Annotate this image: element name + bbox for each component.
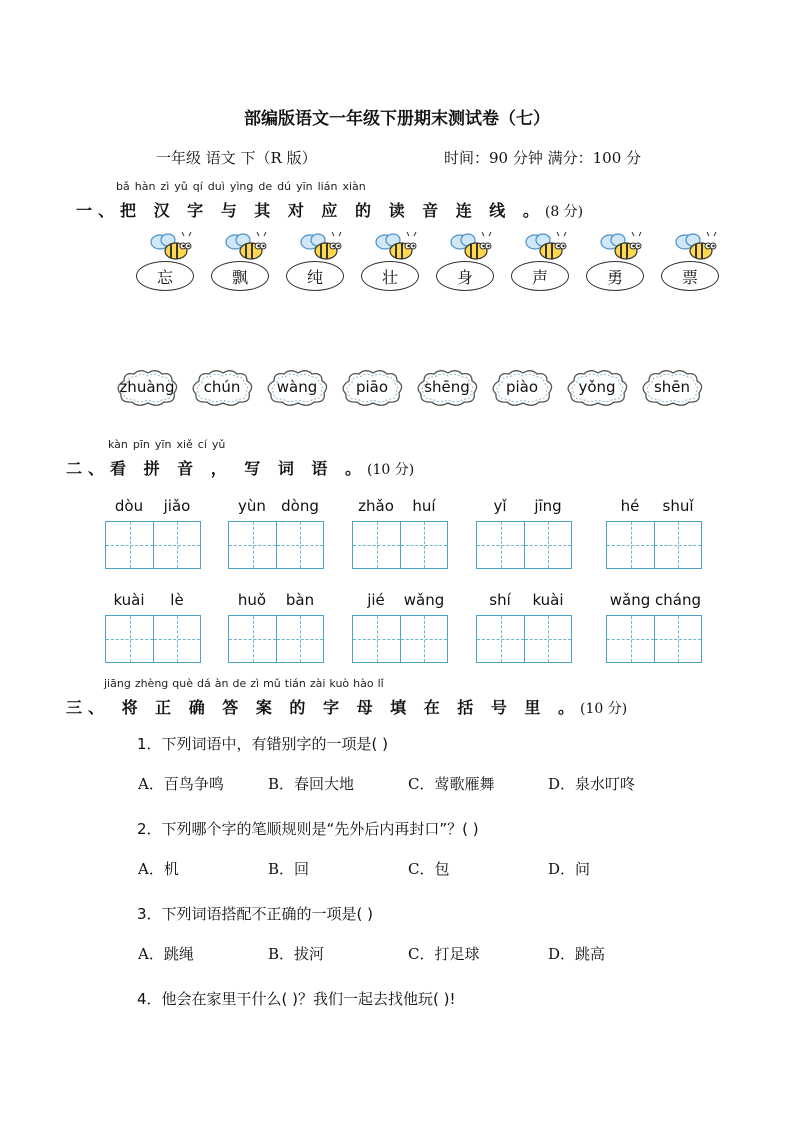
reading-text: zhuàng	[119, 378, 175, 396]
reading-text: chún	[203, 378, 241, 396]
section2-pinyin	[108, 438, 230, 451]
writing-grid	[352, 615, 448, 663]
answer-option: D．泉水叮咚	[548, 775, 636, 793]
character-oval	[511, 261, 569, 291]
pinyin-syllable: dú	[277, 180, 292, 193]
writing-grid	[476, 521, 572, 569]
writing-grid	[606, 521, 702, 569]
answer-option: A．跳绳	[138, 945, 194, 963]
character-oval	[436, 261, 494, 291]
bee-icon	[596, 232, 646, 260]
reading-cloud	[564, 369, 630, 405]
writing-cell	[276, 616, 323, 662]
pinyin-syllable: yǔ	[211, 438, 226, 451]
reading-cloud	[639, 369, 705, 405]
character-text: 票	[681, 267, 698, 287]
bee-icon	[521, 232, 571, 260]
pinyin-syllable: bǎ	[116, 180, 130, 193]
pinyin-label: jié	[367, 591, 385, 609]
writing-grid	[606, 615, 702, 663]
reading-cloud	[414, 369, 480, 405]
writing-cell	[524, 616, 571, 662]
writing-cell	[153, 522, 200, 568]
pinyin-syllable: lǐ	[377, 677, 384, 690]
pinyin-syllable: cí	[197, 438, 207, 451]
pinyin-syllable: xiě	[176, 438, 193, 451]
pinyin-syllable: hào	[353, 677, 374, 690]
pinyin-label: huí	[412, 497, 436, 515]
pinyin-label: huǒ	[237, 591, 267, 609]
pinyin-syllable: zài	[309, 677, 326, 690]
pinyin-syllable: dá	[197, 677, 211, 690]
bee-icon	[221, 232, 271, 260]
page-title: 部编版语文一年级下册期末测试卷（七）	[244, 109, 550, 129]
question-stem: 2．下列哪个字的笔顺规则是“先外后内再封口”？( )	[137, 820, 479, 838]
answer-option: B．拔河	[268, 945, 325, 963]
pinyin-syllable: kàn	[108, 438, 128, 451]
pinyin-label: jiǎo	[163, 497, 191, 515]
pinyin-syllable: tián	[284, 677, 306, 690]
character-text: 纯	[306, 267, 323, 287]
pinyin-label: cháng	[655, 591, 701, 609]
section1-heading: 一、把 汉 字 与 其 对 应 的 读 音 连 线 。(8 分)	[76, 201, 584, 220]
pinyin-syllable: yīn	[296, 180, 313, 193]
pinyin-syllable: jiāng	[104, 677, 131, 690]
pinyin-label: bàn	[285, 591, 315, 609]
pinyin-syllable: yǔ	[174, 180, 188, 193]
writing-cell	[607, 522, 654, 568]
answer-option: B．春回大地	[268, 775, 355, 793]
pinyin-label: wǎng	[403, 591, 445, 609]
pinyin-syllable: zì	[160, 180, 170, 193]
writing-grid	[105, 615, 201, 663]
pinyin-syllable: qí	[192, 180, 203, 193]
pinyin-label: jīng	[534, 497, 562, 515]
bee-icon	[146, 232, 196, 260]
pinyin-syllable: xiàn	[342, 180, 366, 193]
writing-cell	[524, 522, 571, 568]
pinyin-label: shuǐ	[662, 497, 694, 515]
bee-icon	[296, 232, 346, 260]
answer-option: C．莺歌雁舞	[408, 775, 495, 793]
reading-cloud	[339, 369, 405, 405]
grade-subject: 一年级 语文 下（R 版）	[156, 149, 317, 167]
writing-cell	[400, 616, 447, 662]
bee-icon	[671, 232, 721, 260]
writing-cell	[106, 616, 153, 662]
pinyin-syllable: què	[172, 677, 194, 690]
pinyin-label: yùn	[238, 497, 266, 515]
pinyin-syllable: mǔ	[263, 677, 281, 690]
pinyin-syllable: yìng	[229, 180, 254, 193]
reading-text: shēn	[653, 378, 691, 396]
writing-cell	[106, 522, 153, 568]
character-text: 勇	[606, 267, 623, 287]
character-oval	[211, 261, 269, 291]
time-score: 时间：90 分钟 满分：100 分	[444, 149, 642, 167]
writing-cell	[353, 522, 400, 568]
character-text: 飘	[231, 267, 248, 287]
pinyin-syllable: kuò	[329, 677, 350, 690]
section1-pinyin	[116, 180, 371, 193]
answer-option: D．问	[548, 860, 591, 878]
question-stem: 3．下列词语搭配不正确的一项是( )	[137, 905, 374, 923]
section2-heading: 二、看 拼 音 ， 写 词 语 。(10 分)	[66, 459, 415, 478]
reading-text: piāo	[355, 378, 389, 396]
character-oval	[286, 261, 344, 291]
pinyin-syllable: duì	[207, 180, 225, 193]
pinyin-label: shí	[489, 591, 511, 609]
pinyin-label: wǎng	[609, 591, 651, 609]
writing-grid	[476, 615, 572, 663]
reading-cloud	[114, 369, 180, 405]
writing-cell	[229, 616, 276, 662]
answer-option: A．百鸟争鸣	[138, 775, 224, 793]
pinyin-label: lè	[170, 591, 184, 609]
pinyin-label: kuài	[532, 591, 564, 609]
writing-cell	[153, 616, 200, 662]
answer-option: B．回	[268, 860, 310, 878]
pinyin-syllable: zì	[250, 677, 260, 690]
reading-text: yǒng	[578, 378, 616, 396]
writing-cell	[400, 522, 447, 568]
section3-pinyin	[104, 677, 388, 690]
pinyin-label: kuài	[113, 591, 145, 609]
writing-cell	[353, 616, 400, 662]
writing-cell	[607, 616, 654, 662]
reading-cloud	[489, 369, 555, 405]
pinyin-syllable: àn	[214, 677, 229, 690]
pinyin-syllable: pīn	[132, 438, 150, 451]
pinyin-syllable: de	[258, 180, 273, 193]
pinyin-syllable: de	[232, 677, 247, 690]
character-oval	[661, 261, 719, 291]
section3-heading: 三、 将 正 确 答 案 的 字 母 填 在 括 号 里 。(10 分)	[66, 698, 628, 717]
pinyin-label: yǐ	[493, 497, 507, 515]
writing-cell	[229, 522, 276, 568]
question-stem: 1．下列词语中，有错别字的一项是( )	[137, 735, 389, 753]
writing-cell	[654, 522, 701, 568]
reading-cloud	[189, 369, 255, 405]
writing-cell	[477, 616, 524, 662]
pinyin-syllable: lián	[317, 180, 338, 193]
pinyin-syllable: yīn	[154, 438, 172, 451]
writing-grid	[228, 615, 324, 663]
writing-cell	[276, 522, 323, 568]
character-oval	[586, 261, 644, 291]
writing-grid	[105, 521, 201, 569]
writing-grid	[352, 521, 448, 569]
bee-icon	[371, 232, 421, 260]
pinyin-label: dòng	[281, 497, 319, 515]
pinyin-syllable: hàn	[134, 180, 156, 193]
answer-option: A．机	[138, 860, 179, 878]
character-oval	[136, 261, 194, 291]
writing-cell	[654, 616, 701, 662]
pinyin-label: dòu	[114, 497, 144, 515]
reading-text: piào	[505, 378, 539, 396]
character-text: 身	[456, 267, 473, 287]
character-text: 声	[531, 267, 548, 287]
question-stem: 4．他会在家里干什么( )？我们一起去找他玩( )!	[137, 990, 456, 1008]
pinyin-label: zhǎo	[358, 497, 394, 515]
bee-icon	[446, 232, 496, 260]
reading-text: wàng	[276, 378, 318, 396]
character-oval	[361, 261, 419, 291]
character-text: 忘	[156, 267, 173, 287]
writing-cell	[477, 522, 524, 568]
pinyin-label: hé	[620, 497, 640, 515]
character-text: 壮	[381, 267, 398, 287]
pinyin-syllable: zhèng	[134, 677, 169, 690]
reading-cloud	[264, 369, 330, 405]
answer-option: D．跳高	[548, 945, 606, 963]
answer-option: C．打足球	[408, 945, 480, 963]
writing-grid	[228, 521, 324, 569]
answer-option: C．包	[408, 860, 450, 878]
reading-text: shēng	[424, 378, 470, 396]
